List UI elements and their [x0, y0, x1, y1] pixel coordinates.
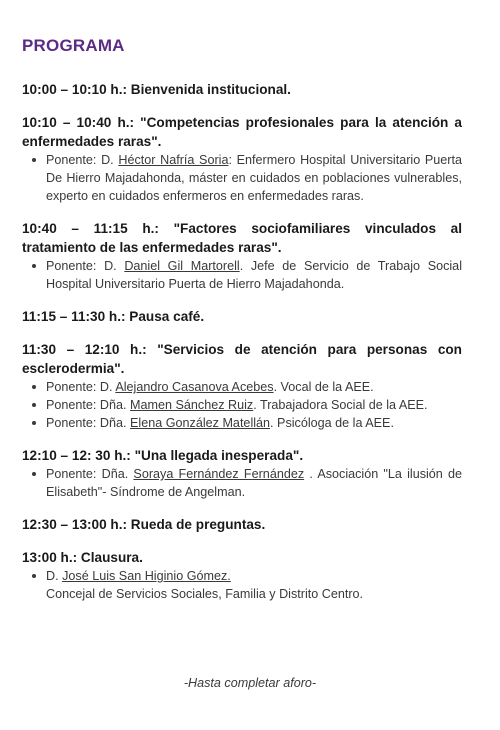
session-heading: 10:10 – 10:40 h.: "Competencias profesionales para la atención a enfermedades raras". — [22, 115, 462, 149]
speaker-name-link[interactable]: José Luis San Higinio Gómez. — [62, 569, 231, 583]
bullet-icon — [32, 403, 36, 407]
speaker-name-link[interactable]: Alejandro Casanova Acebes — [115, 380, 274, 394]
session-heading: 12:10 – 12: 30 h.: "Una llegada inesperada". — [22, 448, 304, 463]
speaker-name-link[interactable]: Daniel Gil Martorell — [124, 259, 240, 273]
speaker-prefix: D. — [46, 569, 63, 583]
speaker-item — [22, 567, 462, 603]
bullet-icon — [32, 574, 36, 578]
speaker-prefix: Ponente: D. — [46, 259, 125, 273]
speaker-role: Concejal de Servicios Sociales, Familia y Distrito Centro. — [46, 587, 364, 601]
session-clausura — [22, 548, 462, 603]
bullet-icon — [32, 472, 36, 476]
session-heading: 10:00 – 10:10 h.: Bienvenida institucional. — [22, 82, 291, 97]
speaker-list — [22, 465, 462, 501]
speaker-prefix: Ponente: D. — [46, 380, 116, 394]
speaker-description: . Jefe de Servicio de Trabajo Social Hospital Universitario Puerta de Hierro Majadahonda. — [46, 259, 462, 291]
speaker-list — [22, 378, 462, 432]
session-llegada — [22, 446, 462, 501]
speaker-item — [22, 465, 462, 501]
speaker-description: . Asociación "La ilusión de Elisabeth"- Síndrome de Angelman. — [46, 467, 463, 499]
session-preguntas — [22, 515, 462, 534]
session-competencias — [22, 113, 462, 205]
speaker-name-link[interactable]: Soraya Fernández Fernández — [133, 467, 305, 481]
speaker-description: : Enfermero Hospital Universitario Puerta De Hierro Majadahonda, máster en cuidados en poblaciones vulnerables, experto en cuidados enfermeros en enfermedades raras. — [46, 153, 462, 203]
session-pausa — [22, 307, 462, 326]
speaker-list — [22, 567, 462, 603]
page-title: PROGRAMA — [22, 36, 125, 55]
speaker-item — [22, 257, 462, 293]
speaker-item — [22, 396, 462, 414]
bullet-icon — [32, 385, 36, 389]
speaker-list — [22, 257, 462, 293]
program-document — [22, 0, 462, 617]
speaker-prefix: Ponente: Dña. — [46, 467, 134, 481]
session-heading: 13:00 h.: Clausura. — [22, 550, 143, 565]
session-heading: 12:30 – 13:00 h.: Rueda de preguntas. — [22, 517, 266, 532]
speaker-description: . Trabajadora Social de la AEE. — [253, 398, 428, 412]
footer-note: -Hasta completar aforo- — [183, 676, 317, 690]
session-heading: 11:30 – 12:10 h.: "Servicios de atención para personas con esclerodermia". — [22, 342, 462, 376]
session-heading: 10:40 – 11:15 h.: "Factores sociofamiliares vinculados al tratamiento de las enfermedades raras". — [22, 221, 462, 255]
session-heading: 11:15 – 11:30 h.: Pausa café. — [22, 309, 205, 324]
session-welcome — [22, 80, 462, 99]
speaker-prefix: Ponente: D. — [46, 153, 119, 167]
speaker-description: . Vocal de la AEE. — [273, 380, 374, 394]
speaker-name-link[interactable]: Héctor Nafría Soria — [118, 153, 229, 167]
speaker-item — [22, 414, 462, 432]
bullet-icon — [32, 158, 36, 162]
speaker-prefix: Ponente: Dña. — [46, 416, 131, 430]
speaker-item — [22, 151, 462, 205]
speaker-name-link[interactable]: Mamen Sánchez Ruiz — [130, 398, 254, 412]
speaker-description: . Psicóloga de la AEE. — [270, 416, 394, 430]
speaker-name-link[interactable]: Elena González Matellán — [130, 416, 271, 430]
speaker-prefix: Ponente: Dña. — [46, 398, 131, 412]
speaker-list — [22, 151, 462, 205]
speaker-item — [22, 378, 462, 396]
session-factores — [22, 219, 462, 293]
bullet-icon — [32, 421, 36, 425]
bullet-icon — [32, 264, 36, 268]
session-servicios — [22, 340, 462, 432]
